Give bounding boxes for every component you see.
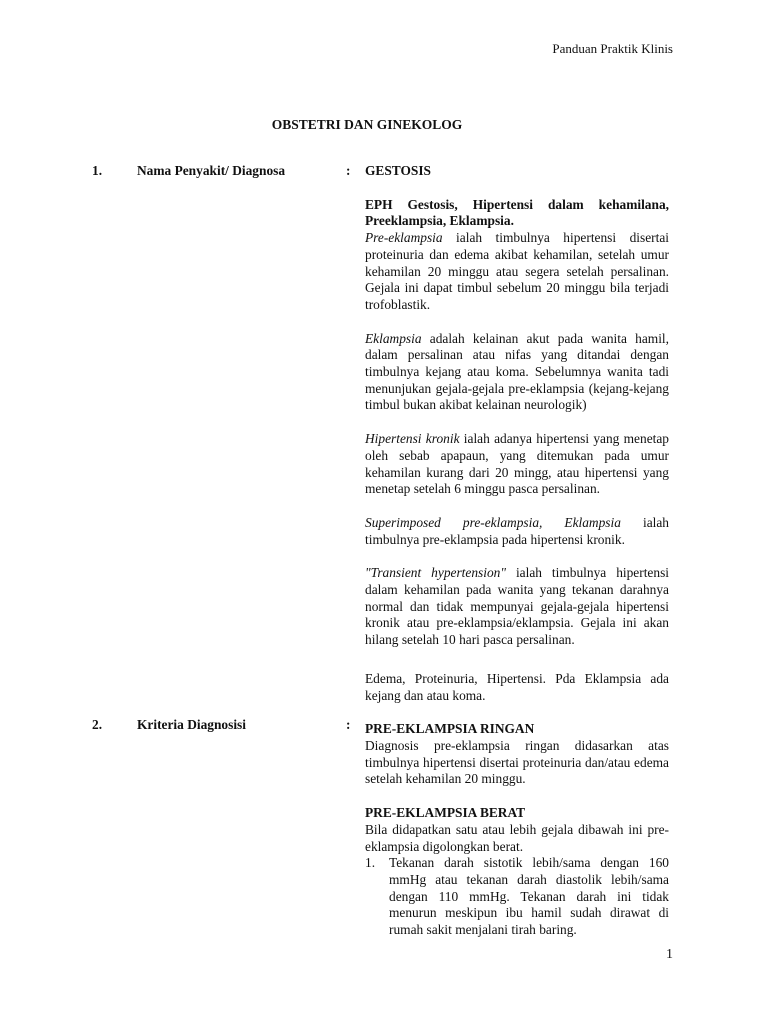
definition-text: ialah adanya hipertensi yang menetap oleh sebab apapaun, yang ditemukan pada umur kehamilan kurang dari 20 mingg, atau hipertensi yang menetap setelah 6 minggu pasca persalinan. bbox=[365, 431, 669, 497]
criteria-intro: Edema, Proteinuria, Hipertensi. Pda Eklampsia ada kejang dan atau koma. bbox=[365, 670, 669, 703]
term: Eklampsia bbox=[365, 330, 422, 346]
severe-preeclampsia-text: Bila didapatkan satu atau lebih gejala dibawah ini pre-eklampsia digolongkan berat. bbox=[365, 821, 669, 854]
term: Superimposed pre-eklampsia, Eklampsia bbox=[365, 514, 621, 530]
running-header: Panduan Praktik Klinis bbox=[552, 41, 673, 56]
mild-preeclampsia-text: Diagnosis pre-eklampsia ringan didasarkan atas timbulnya hipertensi disertai proteinuria dan/atau edema setelah kehamilan 20 minggu. bbox=[365, 737, 669, 787]
list-item bbox=[365, 855, 669, 939]
diagnosis-subheading: EPH Gestosis, Hipertensi dalam kehamilana, Preeklampsia, Eklampsia. bbox=[365, 196, 669, 229]
section-1-colon: : bbox=[346, 163, 351, 178]
term: Pre-eklampsia bbox=[365, 230, 443, 246]
definition-text: adalah kelainan akut pada wanita hamil, dalam persalinan atau nifas yang ditandai dengan timbulnya kejang atau koma. Sebelumnya wanita tadi menunjukan gejala-gejala pre-eklampsia (kejang-kejang timbul bukan akibat kelainan neurologik) bbox=[365, 330, 669, 413]
term: "Transient hypertension" bbox=[365, 565, 506, 581]
section-2-label: Kriteria Diagnosisi bbox=[137, 717, 246, 732]
term: Hipertensi kronik bbox=[365, 431, 460, 447]
severe-preeclampsia-heading: PRE-EKLAMPSIA BERAT bbox=[365, 805, 526, 821]
list-item-number: 1. bbox=[365, 855, 376, 871]
definition-hipertensi-kronik bbox=[365, 431, 669, 498]
definition-pre-eklampsia bbox=[365, 230, 669, 314]
severe-criteria-list bbox=[365, 855, 669, 939]
section-1-label: Nama Penyakit/ Diagnosa bbox=[137, 163, 286, 178]
section-1-number: 1. bbox=[92, 163, 103, 178]
definition-text: ialah timbulnya pre-eklampsia pada hipertensi kronik. bbox=[365, 514, 669, 547]
definition-eklampsia bbox=[365, 331, 669, 415]
page-title: OBSTETRI DAN GINEKOLOG bbox=[271, 117, 463, 132]
definition-text: ialah timbulnya hipertensi dalam kehamilan pada wanita yang tekanan darahnya normal dan tidak mempunyai gejala-gejala hipertensi kronik atau pre-eklampsia/eklampsia. Gejala ini akan hilang setelah 10 hari pasca persalinan. bbox=[365, 565, 669, 648]
mild-preeclampsia-heading: PRE-EKLAMPSIA RINGAN bbox=[365, 721, 535, 737]
page-number: 1 bbox=[666, 947, 673, 962]
section-2-colon: : bbox=[346, 717, 351, 732]
diagnosis-heading: GESTOSIS bbox=[365, 163, 432, 178]
definition-superimposed bbox=[365, 515, 669, 548]
section-2-number: 2. bbox=[92, 717, 103, 732]
definition-text: ialah timbulnya hipertensi disertai proteinuria dan edema akibat kehamilan, setelah umur kehamilan 20 minggu atau segera setelah persalinan. Gejala ini dapat timbul sebelum 20 minggu bila terjadi trofoblastik. bbox=[365, 230, 669, 312]
content-column bbox=[365, 163, 669, 939]
list-item-text: Tekanan darah sistotik lebih/sama dengan 160 mmHg atau tekanan darah diastolik lebih/sama dengan 110 mmHg. Tekanan darah ini tidak menurun meskipun ibu hamil sudah dirawat di rumah sakit menjalani tirah baring. bbox=[389, 855, 669, 938]
definition-transient-hypertension bbox=[365, 565, 669, 649]
